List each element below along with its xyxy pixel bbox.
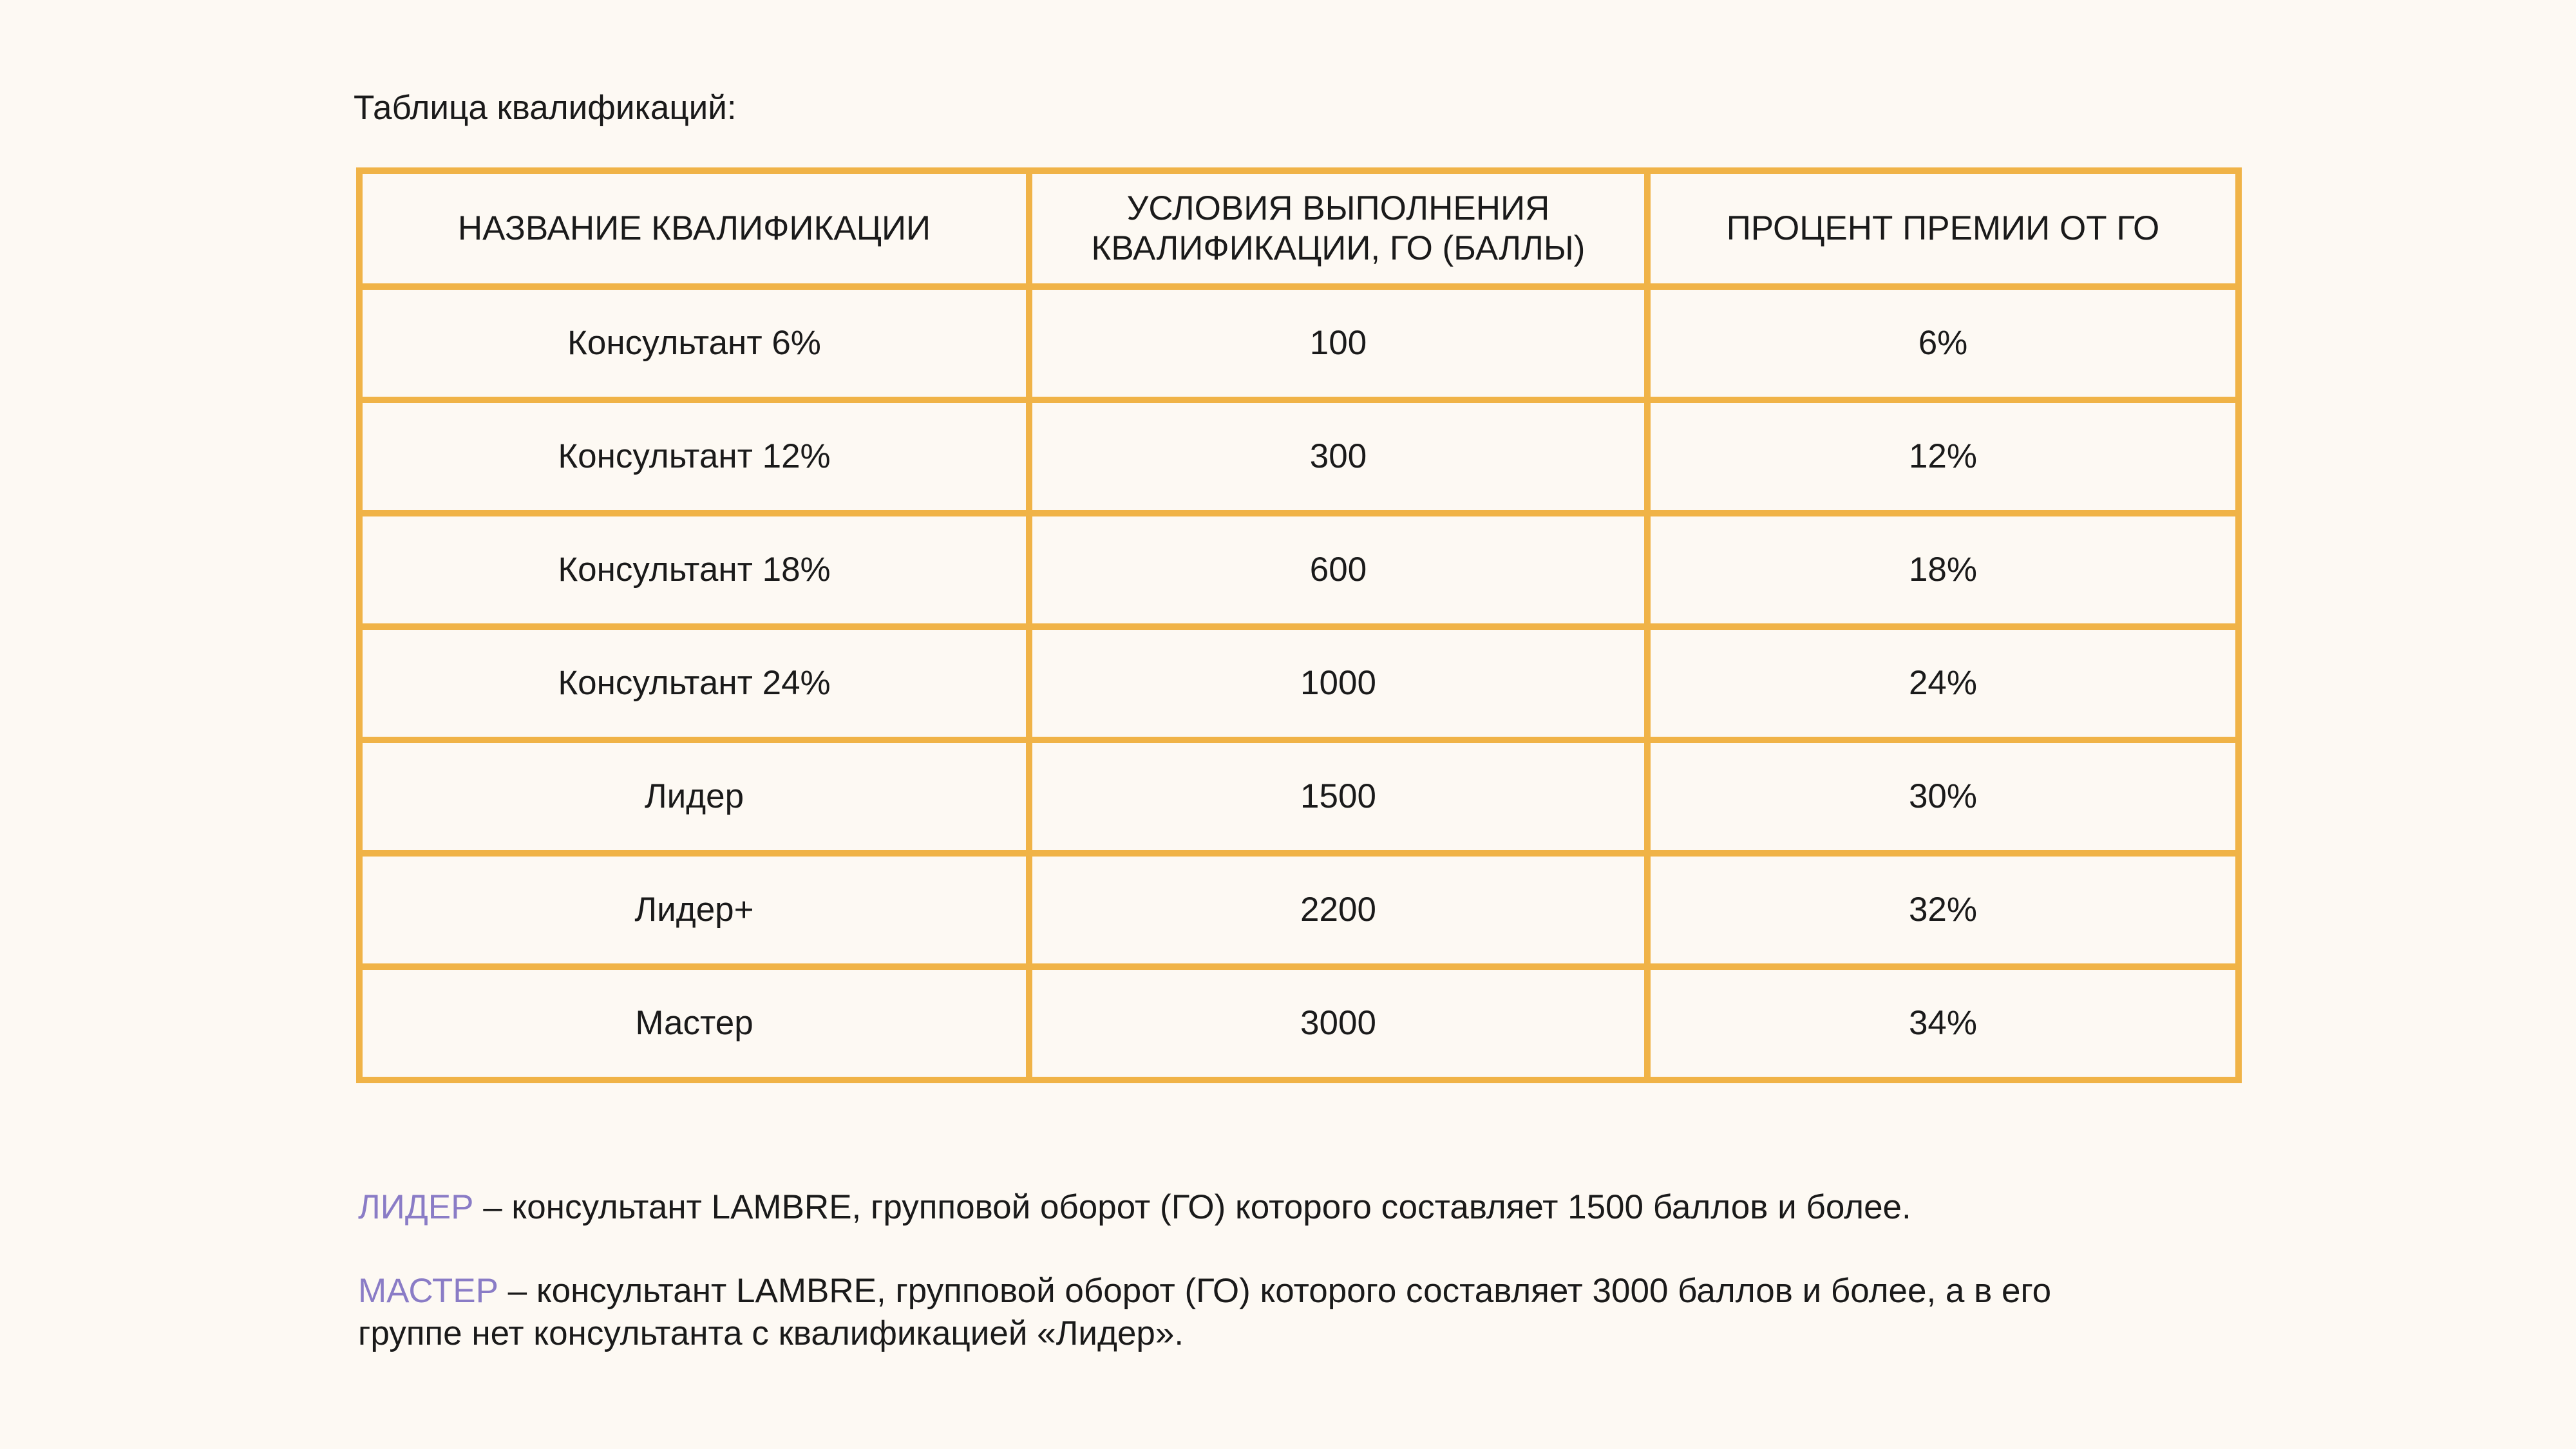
qualification-name-cell: Консультант 12% [359, 400, 1029, 513]
points-cell: 3000 [1029, 967, 1647, 1080]
qualification-name-cell: Мастер [359, 967, 1029, 1080]
definition-leader [358, 1186, 2161, 1229]
points-cell: 600 [1029, 513, 1647, 627]
bonus-cell: 18% [1647, 513, 2239, 627]
points-cell: 1000 [1029, 627, 1647, 740]
points-cell: 2200 [1029, 853, 1647, 967]
table-row [359, 853, 2239, 967]
bonus-cell: 30% [1647, 740, 2239, 853]
bonus-cell: 6% [1647, 287, 2239, 400]
definition-master [358, 1270, 2161, 1355]
qualification-name-cell: Консультант 6% [359, 287, 1029, 400]
header-condition-line-2: КВАЛИФИКАЦИИ, ГО (БАЛЛЫ) [1091, 229, 1586, 267]
points-cell: 300 [1029, 400, 1647, 513]
header-bonus-percent: ПРОЦЕНТ ПРЕМИИ ОТ ГО [1647, 171, 2239, 287]
definition-text-master: – консультант LAMBRE, групповой оборот (ГО) которого составляет 3000 баллов и более, а в его [498, 1272, 2052, 1310]
header-condition-line-1: УСЛОВИЯ ВЫПОЛНЕНИЯ [1126, 189, 1550, 227]
qualifications-table [356, 167, 2242, 1083]
header-qualification-name: НАЗВАНИЕ КВАЛИФИКАЦИИ [359, 171, 1029, 287]
page-title: Таблица квалификаций: [354, 89, 737, 127]
bonus-cell: 34% [1647, 967, 2239, 1080]
bonus-cell: 24% [1647, 627, 2239, 740]
definition-text-leader: – консультант LAMBRE, групповой оборот (ГО) которого составляет 1500 баллов и более. [473, 1188, 1911, 1226]
table-header-row [359, 171, 2239, 287]
bonus-cell: 32% [1647, 853, 2239, 967]
table-row [359, 513, 2239, 627]
points-cell: 1500 [1029, 740, 1647, 853]
table-row [359, 740, 2239, 853]
qualification-name-cell: Консультант 24% [359, 627, 1029, 740]
points-cell: 100 [1029, 287, 1647, 400]
bonus-cell: 12% [1647, 400, 2239, 513]
definition-term-leader: ЛИДЕР [358, 1188, 474, 1226]
table-row [359, 287, 2239, 400]
table-row [359, 627, 2239, 740]
definitions-section [358, 1186, 2161, 1396]
qualification-name-cell: Лидер+ [359, 853, 1029, 967]
table-row [359, 967, 2239, 1080]
definition-term-master: МАСТЕР [358, 1272, 498, 1310]
qualification-name-cell: Лидер [359, 740, 1029, 853]
table-row [359, 400, 2239, 513]
header-qualification-condition [1029, 171, 1647, 287]
definition-text-master-continued: группе нет консультанта с квалификацией «Лидер». [358, 1314, 1184, 1352]
qualification-name-cell: Консультант 18% [359, 513, 1029, 627]
